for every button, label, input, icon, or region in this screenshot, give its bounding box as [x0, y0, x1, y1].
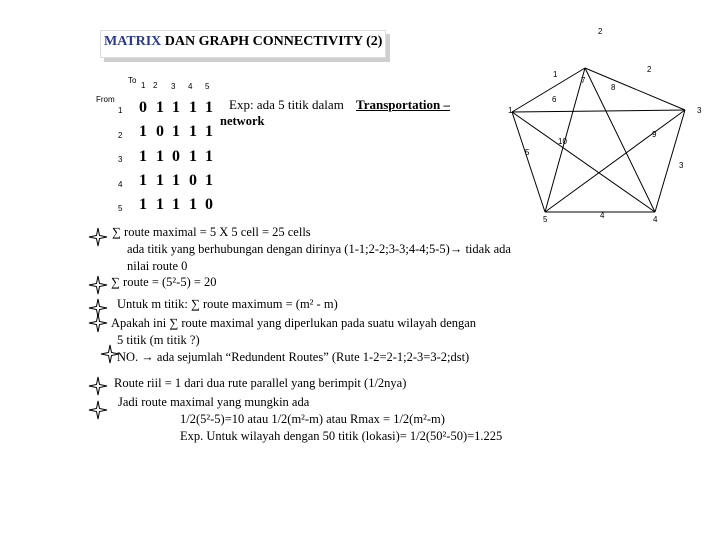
example-bold-part1: Transportation –	[356, 97, 451, 112]
matrix-cell: 1	[172, 99, 180, 116]
sparkle-bullet-icon	[88, 313, 108, 333]
matrix-cell: 0	[205, 196, 213, 213]
node-label-1: 1	[508, 106, 513, 115]
sparkle-bullet-icon	[88, 400, 108, 420]
col-header-2: 2	[153, 81, 158, 90]
matrix-cell: 1	[205, 123, 213, 140]
edge-label: 4	[600, 211, 605, 220]
matrix-cell: 0	[156, 123, 164, 140]
row-header-1: 1	[118, 106, 123, 115]
bullet-1-line-3: nilai route 0	[127, 259, 188, 273]
matrix-cell: 0	[189, 172, 197, 189]
matrix-cell: 1	[172, 172, 180, 189]
bullet-5-line-1: NO. → ada sejumlah “Redundent Routes” (Rute 1-2=2-1;2-3=3-2;dst)	[117, 350, 470, 364]
matrix-cell: 1	[139, 172, 147, 189]
matrix-cell: 1	[189, 99, 197, 116]
edge-label: 5	[525, 148, 530, 157]
title-highlight: MATRIX	[104, 34, 162, 49]
matrix-cell: 1	[156, 99, 164, 116]
bullet-4-line-1: Apakah ini ∑ route maximal yang diperlukan pada suatu wilayah dengan	[111, 316, 477, 330]
bullet-4-line-2: 5 titik (m titik ?)	[117, 333, 200, 347]
graph-edge	[545, 110, 685, 212]
col-header-3: 3	[171, 82, 176, 91]
bullet-1-line-1: ∑ route maximal = 5 X 5 cell = 25 cells	[112, 225, 311, 239]
bullet-1-line-2: ada titik yang berhubungan dengan dirinya (1-1;2-2;3-3;4-4;5-5)→ tidak ada	[127, 242, 511, 256]
edge-label: 6	[552, 95, 557, 104]
matrix-cell: 0	[139, 99, 147, 116]
bullet-7-line-2: 1/2(5²-5)=10 atau 1/2(m²-m) atau Rmax = 1/2(m²-m)	[180, 412, 445, 426]
edge-label: 3	[697, 106, 702, 115]
col-header-5: 5	[205, 82, 210, 91]
graph-edge	[585, 68, 685, 110]
sparkle-bullet-icon	[88, 275, 108, 295]
graph-edge	[512, 112, 655, 212]
bullet-2-line-1: ∑ route = (5²-5) = 20	[111, 275, 217, 289]
row-header-2: 2	[118, 131, 123, 140]
col-header-1: 1	[141, 81, 146, 90]
bullet-6-line-1: Route riil = 1 dari dua rute parallel yang berimpit (1/2nya)	[114, 376, 407, 390]
matrix-cell: 1	[156, 148, 164, 165]
page-number: 2	[598, 27, 603, 36]
sparkle-bullet-icon	[88, 227, 108, 247]
matrix-cell: 1	[156, 172, 164, 189]
example-bold-part2: network	[220, 114, 265, 128]
graph-edge	[512, 68, 585, 112]
row-header-5: 5	[118, 204, 123, 213]
to-label: To	[128, 76, 137, 85]
from-label: From	[96, 95, 115, 104]
sparkle-bullet-icon	[88, 376, 108, 396]
matrix-cell: 1	[189, 148, 197, 165]
bullet-7-line-3: Exp. Untuk wilayah dengan 50 titik (lokasi)= 1/2(50²-50)=1.225	[180, 429, 503, 443]
matrix-cell: 0	[172, 148, 180, 165]
matrix-cell: 1	[189, 196, 197, 213]
graph-edge	[512, 112, 545, 212]
edge-label: 2	[647, 65, 652, 74]
node-label-4: 4	[653, 215, 658, 224]
matrix-cell: 1	[172, 196, 180, 213]
title-rest: DAN GRAPH CONNECTIVITY (2)	[161, 34, 383, 49]
matrix-cell: 1	[139, 148, 147, 165]
node-label-5: 5	[543, 215, 548, 224]
edge-label: 10	[558, 137, 567, 146]
edge-label: 8	[611, 83, 616, 92]
example-text: Exp: ada 5 titik dalam	[229, 97, 344, 112]
edge-label: 7	[581, 76, 586, 85]
edge-label: 9	[652, 130, 657, 139]
bullet-3-line-1: Untuk m titik: ∑ route maximum = (m² - m)	[117, 297, 338, 311]
matrix-cell: 1	[139, 123, 147, 140]
matrix-cell: 1	[205, 148, 213, 165]
edge-label: 1	[553, 70, 558, 79]
edge-label: 3	[679, 161, 684, 170]
complete-graph-diagram	[500, 55, 710, 230]
row-header-4: 4	[118, 180, 123, 189]
graph-edge	[512, 110, 685, 112]
matrix-cell: 1	[156, 196, 164, 213]
matrix-cell: 1	[205, 99, 213, 116]
matrix-cell: 1	[205, 172, 213, 189]
slide-title	[104, 34, 382, 50]
matrix-cell: 1	[172, 123, 180, 140]
row-header-3: 3	[118, 155, 123, 164]
matrix-cell: 1	[189, 123, 197, 140]
col-header-4: 4	[188, 82, 193, 91]
bullet-7-line-1: Jadi route maximal yang mungkin ada	[118, 395, 310, 409]
matrix-cell: 1	[139, 196, 147, 213]
